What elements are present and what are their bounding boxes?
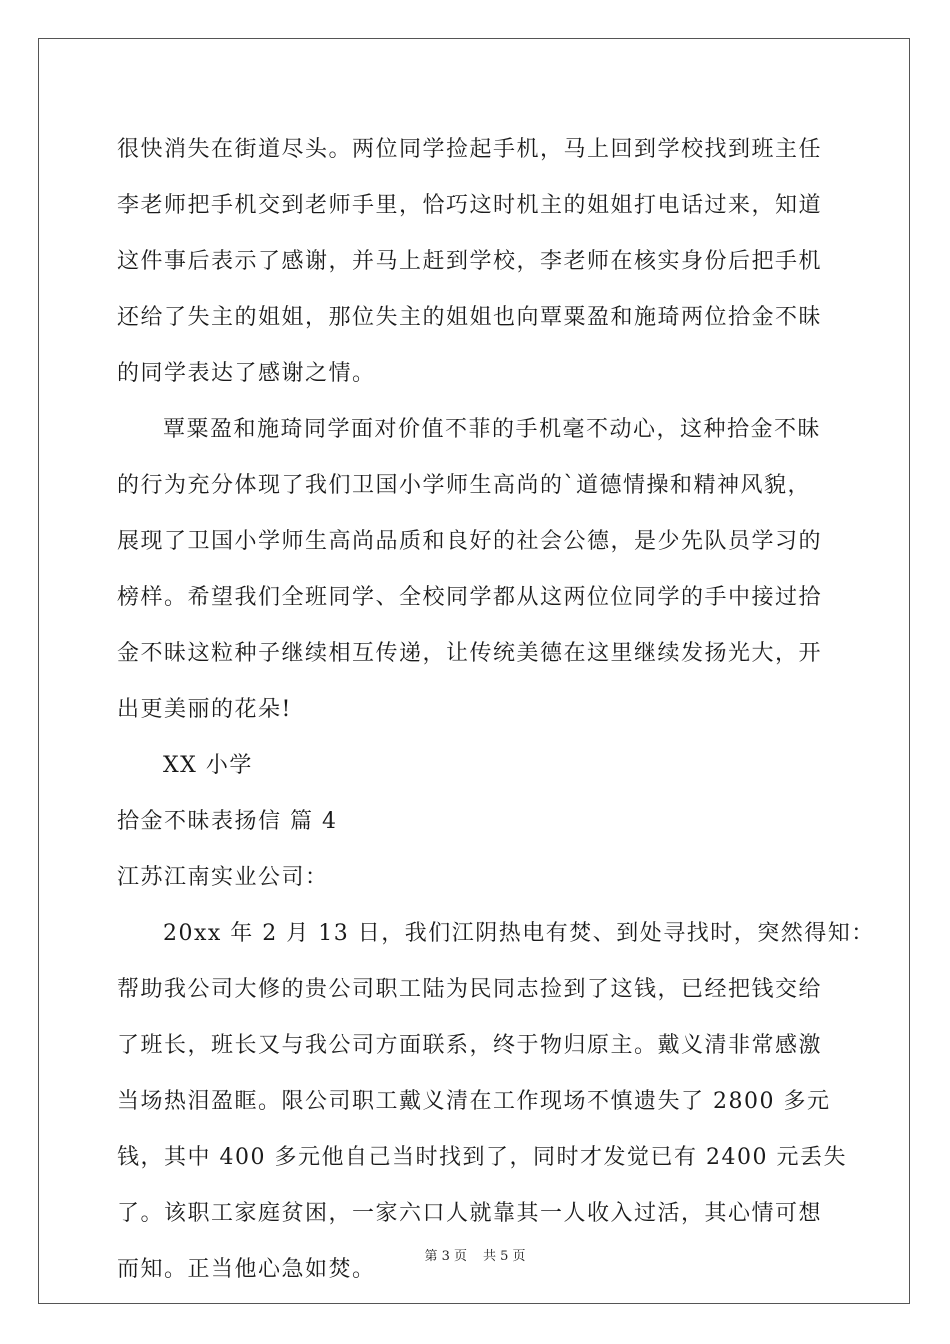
text-line: 了班长，班长又与我公司方面联系，终于物归原主。戴义清非常感激 [117, 1033, 823, 1058]
text-line: 而知。正当他心急如焚。 [117, 1257, 376, 1282]
paragraph [117, 122, 837, 402]
text-line: 的行为充分体现了我们卫国小学师生高尚的`道德情操和精神风貌， [117, 473, 812, 498]
text-line: 当场热泪盈眶。限公司职工戴义清在工作现场不慎遗失了 2800 多元 [117, 1089, 831, 1114]
text-line: 20xx 年 2 月 13 日，我们江阴热电有焚、到处寻找时，突然得知： [163, 921, 875, 946]
paragraph [117, 738, 837, 794]
paragraph [117, 850, 837, 906]
text-line: 榜样。希望我们全班同学、全校同学都从这两位位同学的手中接过拾 [117, 585, 823, 610]
page-number: 第 3 页 [424, 1249, 467, 1264]
paragraph [117, 794, 837, 850]
paragraph [117, 402, 837, 738]
page-count: 共 5 页 [483, 1249, 526, 1264]
text-line: 很快消失在街道尽头。两位同学捡起手机，马上回到学校找到班主任 [117, 137, 823, 162]
text-line: 钱，其中 400 多元他自己当时找到了，同时才发觉已有 2400 元丢失 [117, 1145, 847, 1170]
text-line: 江苏江南实业公司： [117, 865, 329, 890]
text-line: 的同学表达了感谢之情。 [117, 361, 376, 386]
page-footer [0, 1245, 950, 1264]
text-line: XX 小学 [163, 753, 253, 778]
text-line: 李老师把手机交到老师手里，恰巧这时机主的姐姐打电话过来，知道 [117, 193, 823, 218]
text-line: 还给了失主的姐姐，那位失主的姐姐也向覃粟盈和施琦两位拾金不昧 [117, 305, 823, 330]
document-body [117, 122, 875, 1298]
text-line: 这件事后表示了感谢，并马上赶到学校，李老师在核实身份后把手机 [117, 249, 823, 274]
text-line: 金不昧这粒种子继续相互传递，让传统美德在这里继续发扬光大，开 [117, 641, 823, 666]
text-line: 展现了卫国小学师生高尚品质和良好的社会公德，是少先队员学习的 [117, 529, 823, 554]
text-line: 覃粟盈和施琦同学面对价值不菲的手机毫不动心，这种拾金不昧 [163, 417, 822, 442]
text-line: 拾金不昧表扬信 篇 4 [117, 809, 338, 834]
text-line: 出更美丽的花朵! [117, 697, 292, 722]
text-line: 了。该职工家庭贫困，一家六口人就靠其一人收入过活，其心情可想 [117, 1201, 823, 1226]
text-line: 帮助我公司大修的贵公司职工陆为民同志捡到了这钱，已经把钱交给 [117, 977, 823, 1002]
paragraph [117, 906, 875, 1298]
